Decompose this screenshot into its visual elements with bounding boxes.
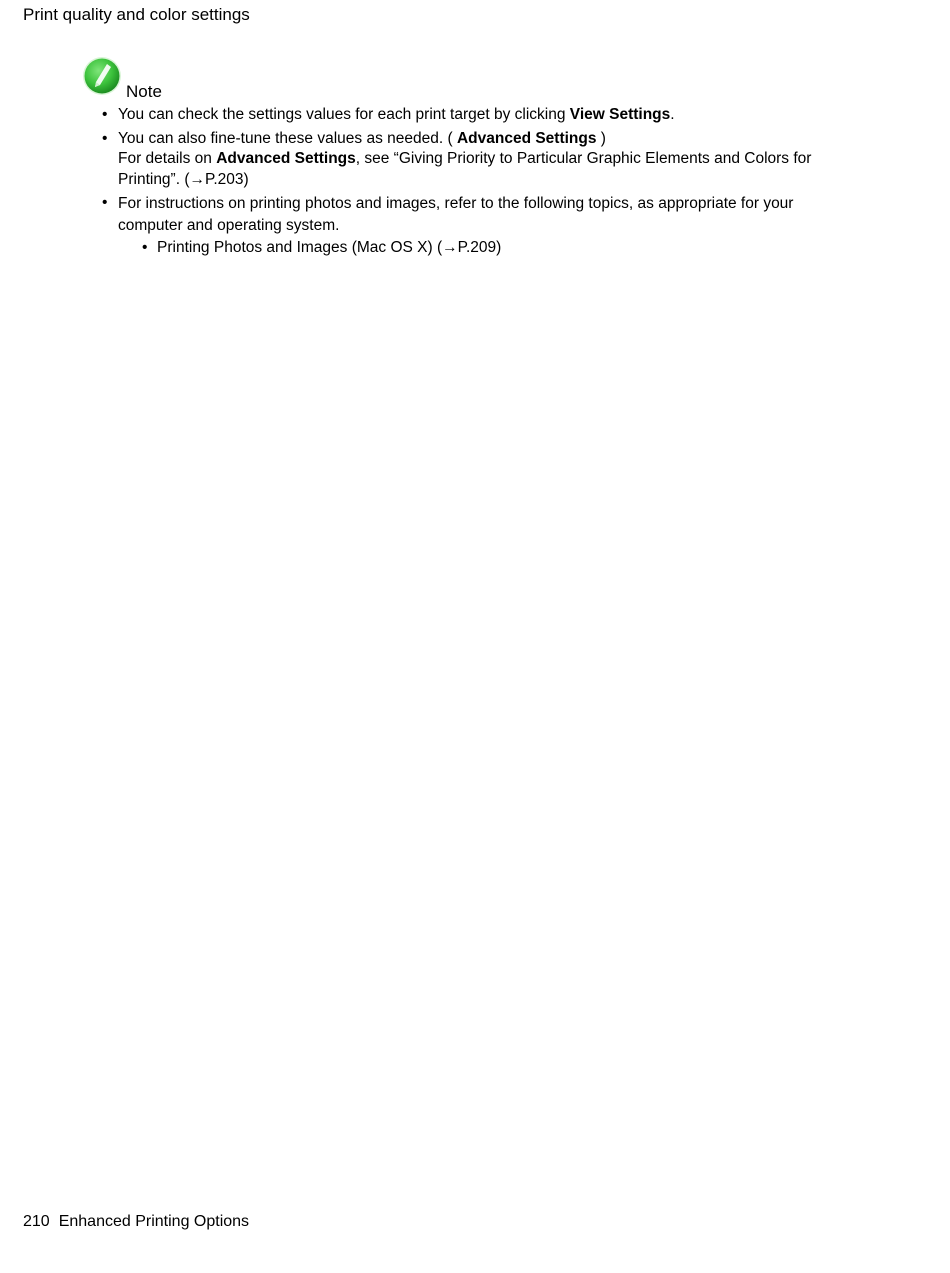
note-item-advanced-settings [102,129,822,191]
text-run: For details on [118,150,217,167]
note-list [102,105,822,262]
note-item-text [118,105,822,126]
note-item-details [118,149,822,190]
note-item-text: • For instructions on printing photos and images, refer to the following topics, as appropriate for your computer and operating system. [118,195,794,234]
note-item-text [118,129,822,150]
pencil-note-icon [82,56,122,96]
text-run: ) [596,129,606,147]
advanced-settings-term: Advanced Settings [216,150,356,167]
page-number: 210 [23,1213,50,1230]
note-item-view-settings [102,105,822,126]
advanced-settings-term: Advanced Settings [456,129,597,147]
footer-section: Enhanced Printing Options [58,1213,250,1230]
view-settings-term: View Settings [569,106,671,123]
sub-list [118,238,822,259]
sub-list-item: • Printing Photos and Images (Mac OS X) (→P.209) [118,238,822,259]
text-run: . [670,106,675,123]
note-label: Note [126,82,162,101]
text-run: You can also fine-tune these values as needed. ( [118,129,457,147]
text-run: , see “Giving Priority to Particular Graphic Elements and Colors for Printing”. (→P.203) [118,150,812,188]
page-header-title: Print quality and color settings [23,5,250,24]
text-run: You can check the settings values for each print target by clicking [118,106,570,123]
note-item-photos [102,193,822,259]
page-footer [23,1212,249,1232]
